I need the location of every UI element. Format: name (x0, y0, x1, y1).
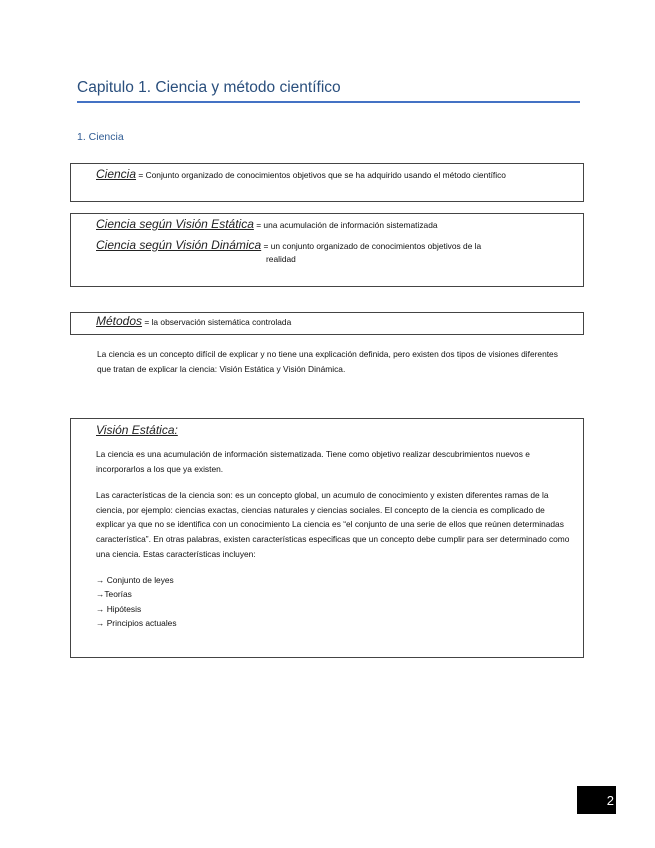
section-heading: 1. Ciencia (77, 131, 124, 143)
list-item: → Conjunto de leyes (96, 575, 174, 586)
page-number: 2 (577, 786, 616, 814)
list-item: →Teorías (96, 589, 132, 600)
vision-estatica-paragraph-2: Las características de la ciencia son: es un concepto global, un acumulo de conocimiento y existen diferentes ramas de la ciencia, por ejemplo: ciencias exactas, ciencias naturales y ciencias sociales. El concepto de la ciencia es complicado de explicar ya que no se identifica con un conocimiento La ciencia es “el conjunto de una serie de ellos que reúnen determinadas característica”. En otras palabras, existen características especificas que un concepto debe cumplir para ser determinado como una ciencia. Estas características incluyen: (96, 490, 570, 559)
definition-text-vision-dinamica: = un conjunto organizado de conocimientos objetivos de la (261, 241, 482, 251)
characteristics-list (96, 573, 571, 630)
definition-box-visiones (70, 213, 584, 287)
definition-text-vision-estatica: = una acumulación de información sistematizada (253, 220, 438, 230)
term-vision-dinamica: Ciencia según Visión Dinámica (96, 238, 262, 252)
list-item: → Principios actuales (96, 618, 177, 629)
definition-text-vision-dinamica-cont: realidad (266, 254, 296, 264)
definition-text-ciencia: = Conjunto organizado de conocimientos objetivos que se ha adquirido usando el método científico (136, 170, 506, 180)
term-metodos: Métodos (96, 314, 143, 328)
chapter-title: Capitulo 1. Ciencia y método científico (77, 78, 580, 103)
definition-text-metodos: = la observación sistemática controlada (142, 317, 292, 327)
definition-box-ciencia (70, 163, 584, 202)
vision-estatica-paragraph-1: La ciencia es una acumulación de información sistematizada. Tiene como objetivo realizar descubrimientos nuevos e incorporarlos a los que ya existen. (96, 449, 530, 474)
list-item: → Hipótesis (96, 603, 142, 614)
intro-paragraph: La ciencia es un concepto difícil de explicar y no tiene una explicación definida, pero existen dos tipos de visiones diferentes que tratan de explicar la ciencia: Visión Estática y Visión Dinámica. (97, 349, 558, 374)
vision-estatica-box (70, 418, 584, 658)
term-vision-estatica: Ciencia según Visión Estática (96, 217, 254, 231)
term-ciencia: Ciencia (96, 167, 137, 181)
vision-estatica-heading: Visión Estática: (96, 423, 178, 437)
definition-box-metodos (70, 312, 584, 335)
